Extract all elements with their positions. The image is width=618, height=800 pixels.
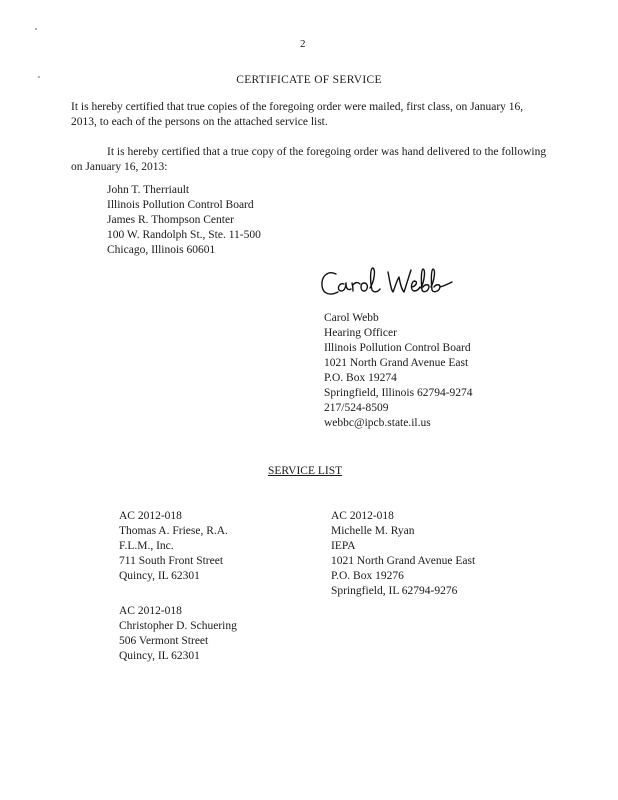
signer-phone: 217/524-8509 [324, 402, 389, 414]
service-line: Quincy, IL 62301 [119, 570, 200, 582]
paragraph-hand-delivered [71, 145, 551, 175]
service-line: F.L.M., Inc. [119, 540, 174, 552]
service-line: IEPA [331, 540, 356, 552]
handwritten-signature [318, 262, 458, 306]
address-line: John T. Therriault [107, 184, 190, 196]
signer-line: Illinois Pollution Control Board [324, 342, 471, 354]
signer-name: Carol Webb [324, 312, 379, 324]
service-entry [119, 509, 228, 584]
case-number: AC 2012-018 [119, 510, 182, 522]
case-number: AC 2012-018 [119, 605, 182, 617]
service-list-title: SERVICE LIST [268, 465, 343, 477]
service-line: P.O. Box 19276 [331, 570, 404, 582]
address-line: Illinois Pollution Control Board [107, 199, 254, 211]
service-line: Springfield, IL 62794-9276 [331, 585, 458, 597]
service-line: Christopher D. Schuering [119, 620, 237, 632]
paragraph-mailed: It is hereby certified that true copies of the foregoing order were mailed, first class, on January 16, 2013, to each of the persons on the attached service list. [71, 101, 524, 128]
recipient-address [107, 183, 261, 258]
certificate-title: CERTIFICATE OF SERVICE [236, 74, 382, 86]
address-line: James R. Thompson Center [107, 214, 234, 226]
signer-title: Hearing Officer [324, 327, 397, 339]
signer-email: webbc@ipcb.state.il.us [324, 417, 431, 429]
address-line: Chicago, Illinois 60601 [107, 244, 216, 256]
service-line: Thomas A. Friese, R.A. [119, 525, 228, 537]
signer-line: Springfield, Illinois 62794-9274 [324, 387, 473, 399]
service-line: Quincy, IL 62301 [119, 650, 200, 662]
service-line: 711 South Front Street [119, 555, 224, 567]
address-line: 100 W. Randolph St., Ste. 11-500 [107, 229, 261, 241]
service-line: 1021 North Grand Avenue East [331, 555, 476, 567]
service-line: 506 Vermont Street [119, 635, 209, 647]
signer-line: 1021 North Grand Avenue East [324, 357, 469, 369]
signer-line: P.O. Box 19274 [324, 372, 397, 384]
service-entry [119, 604, 237, 664]
scan-speck [35, 28, 37, 30]
service-entry [331, 509, 475, 599]
service-line: Michelle M. Ryan [331, 525, 415, 537]
paragraph-hand-delivered-text: It is hereby certified that a true copy of the foregoing order was hand delivered to the following on January 16, 2013: [71, 146, 547, 173]
page-number: 2 [300, 38, 306, 50]
case-number: AC 2012-018 [331, 510, 394, 522]
signer-block [324, 311, 473, 431]
